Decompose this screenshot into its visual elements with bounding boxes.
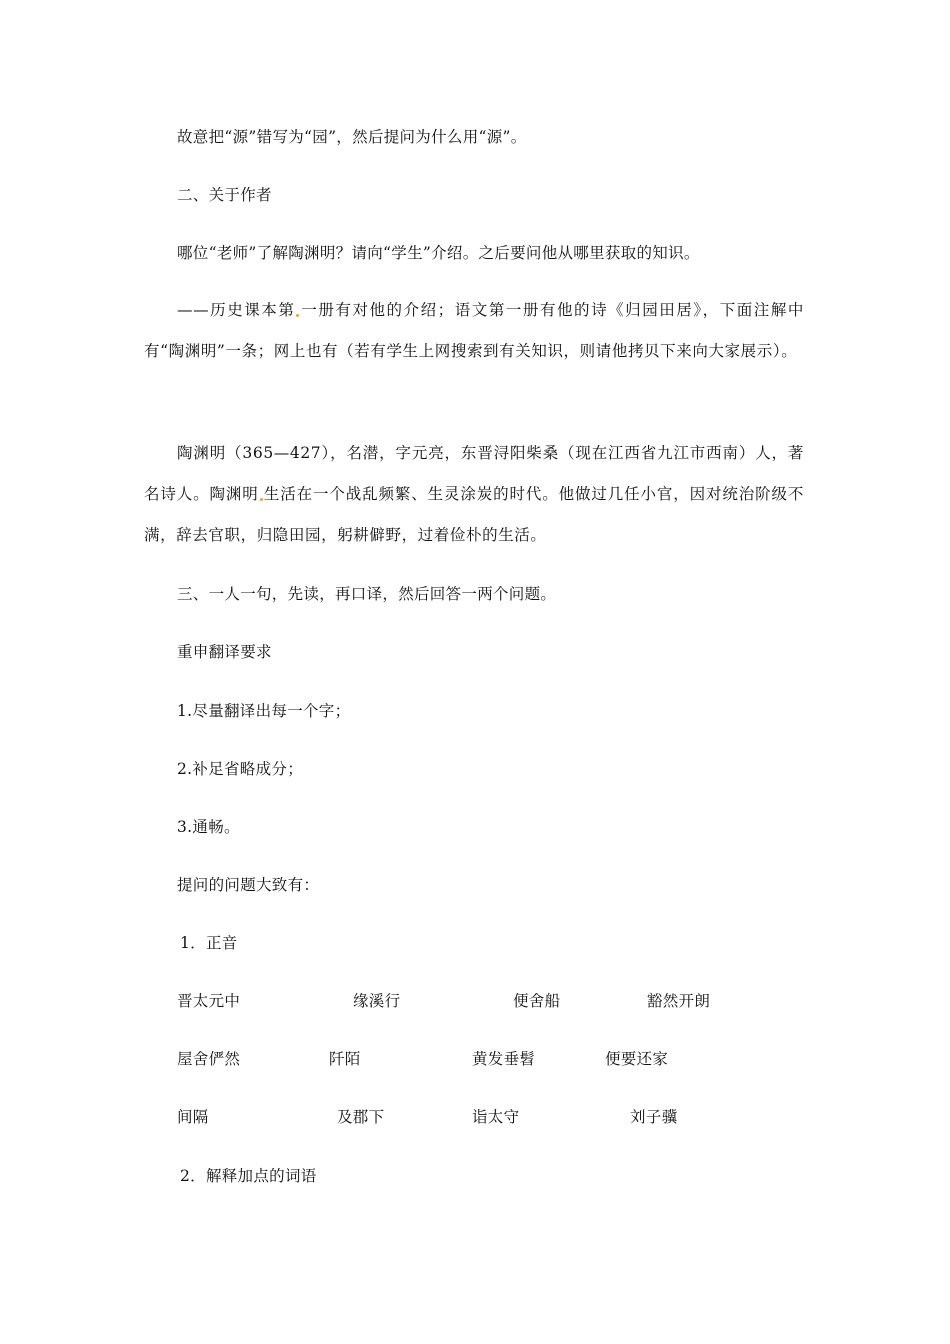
pronunciation-item: 间隔 (177, 1108, 209, 1126)
list-item-requirement-3: 3.通畅。 (177, 818, 240, 836)
paragraph-author-bio-part2: 生活在一个战乱频繁、生灵涂炭的时代。他做过几任小官，因对统治阶级不满，辞去官职，归隐田园，躬耕僻野，过着俭朴的生活。 (144, 485, 804, 544)
section-heading-author: 二、关于作者 (177, 186, 272, 204)
subheading-pronunciation: 1．正音 (180, 934, 238, 952)
pronunciation-item: 诣太守 (472, 1108, 520, 1126)
text-line-questions-intro: 提问的问题大致有： (177, 876, 320, 894)
text-line-error-question: 故意把“源”错写为“园”，然后提问为什么用“源”。 (177, 128, 527, 146)
paragraph-author-bio (144, 433, 804, 556)
pronunciation-item: 晋太元中 (177, 992, 241, 1010)
pronunciation-item: 豁然开朗 (647, 992, 711, 1010)
emphasis-dot-icon (260, 498, 263, 501)
paragraph-author-bio-part1: 陶渊明（365—427），名潜，字元亮，东晋浔阳柴桑（现在江西省九江市西南）人，著名诗人。陶渊明 (144, 444, 804, 503)
pronunciation-item: 缘溪行 (353, 992, 401, 1010)
pronunciation-item: 屋舍俨然 (177, 1050, 241, 1068)
pronunciation-item: 及郡下 (337, 1108, 385, 1126)
paragraph-sources-part1: ——历史课本第 (177, 301, 296, 319)
paragraph-sources-part2: 一册有对他的介绍；语文第一册有他的诗《归园田居》，下面注解中有“陶渊明”一条；网上也有（若有学生上网搜索到有关知识，则请他拷贝下来向大家展示）。 (144, 301, 804, 360)
list-item-requirement-2: 2.补足省略成分； (177, 760, 303, 778)
pronunciation-item: 阡陌 (329, 1050, 361, 1068)
text-line-translation-requirements: 重申翻译要求 (177, 643, 272, 661)
section-heading-reading: 三、一人一句，先读，再口译，然后回答一两个问题。 (177, 585, 557, 603)
pronunciation-item: 刘子骥 (630, 1108, 678, 1126)
subheading-explain-words: 2．解释加点的词语 (180, 1167, 317, 1185)
pronunciation-item: 黄发垂髫 (472, 1050, 536, 1068)
pronunciation-item: 便舍船 (513, 992, 561, 1010)
paragraph-sources (144, 290, 804, 372)
emphasis-dot-icon (296, 314, 299, 317)
pronunciation-item: 便要还家 (605, 1050, 669, 1068)
text-line-teacher-question: 哪位“老师”了解陶渊明？请向“学生”介绍。之后要问他从哪里获取的知识。 (177, 244, 700, 262)
list-item-requirement-1: 1.尽量翻译出每一个字； (177, 702, 351, 720)
